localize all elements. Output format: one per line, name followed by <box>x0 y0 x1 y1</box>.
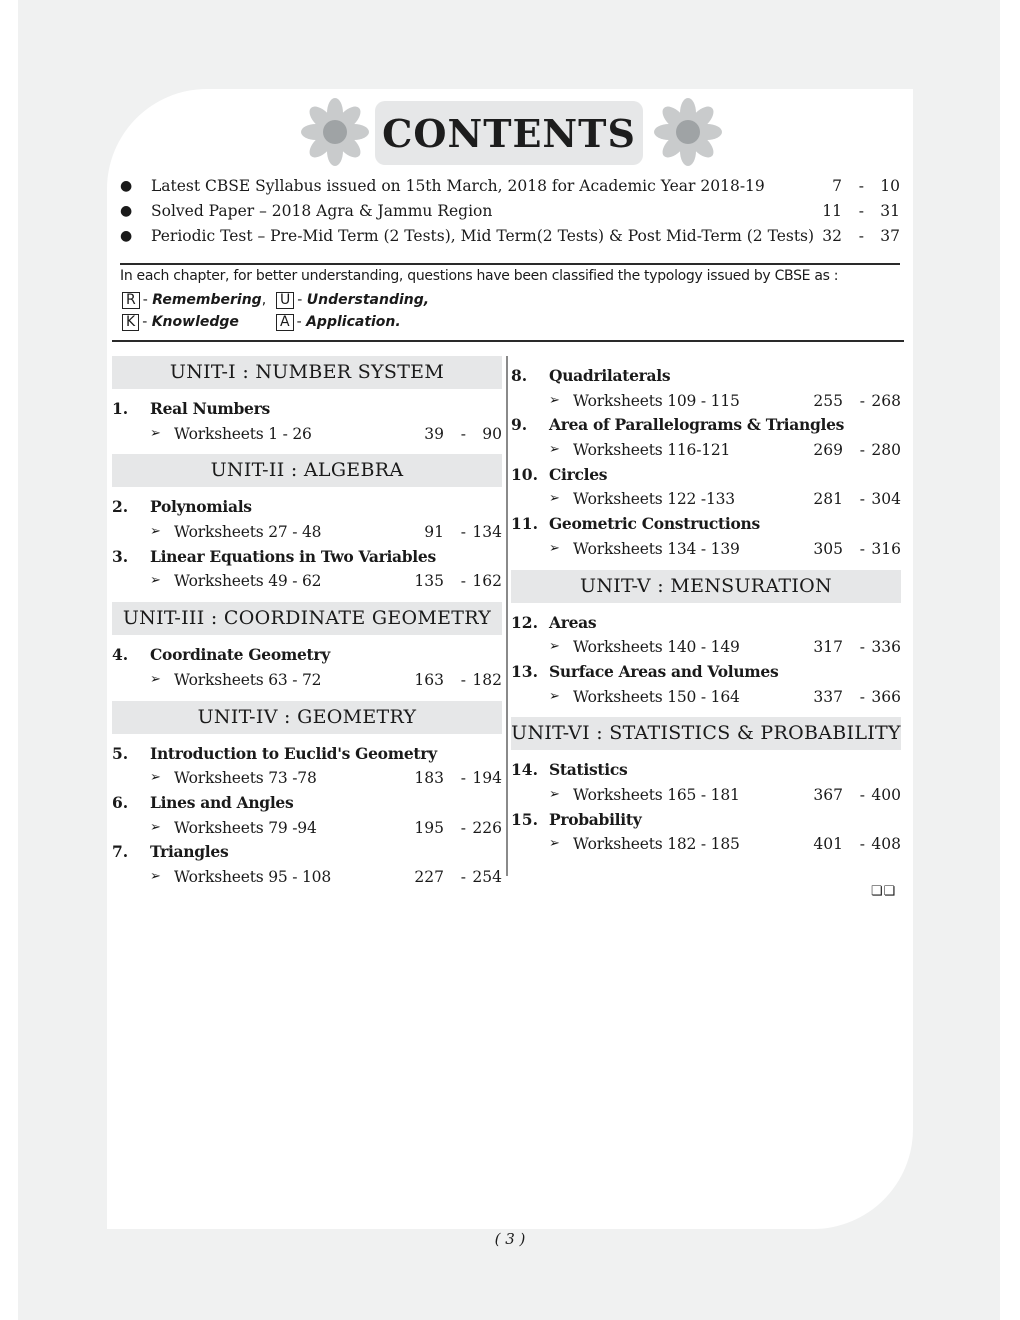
page-to: 226 <box>472 818 502 837</box>
chapter-item <box>112 545 502 570</box>
page-to: 268 <box>871 391 901 410</box>
chapter-item <box>511 364 901 389</box>
worksheet-row <box>511 487 901 512</box>
worksheet-row <box>511 635 901 660</box>
arrow-icon: ➢ <box>549 836 560 852</box>
worksheet-row <box>112 422 502 447</box>
page-number: ( 3 ) <box>494 1230 526 1248</box>
unit-heading: UNIT-VI : STATISTICS & PROBABILITY <box>511 717 901 750</box>
chapter-name: Probability <box>549 809 642 829</box>
page-range <box>806 783 901 808</box>
legend-label: Application. <box>306 314 401 330</box>
worksheet-row <box>112 816 502 841</box>
right-column <box>511 356 901 857</box>
page-range <box>407 520 502 545</box>
arrow-icon: ➢ <box>150 524 161 540</box>
arrow-icon: ➢ <box>549 491 560 507</box>
page-dash: - <box>859 441 865 460</box>
chapter-number: 3. <box>112 546 129 566</box>
worksheet-range: Worksheets 95 - 108 <box>174 867 332 886</box>
chapter-number: 4. <box>112 645 129 665</box>
chapter-item <box>112 397 502 422</box>
page-dash: - <box>858 202 864 220</box>
unit-heading: UNIT-IV : GEOMETRY <box>112 701 502 734</box>
legend-understanding: U - Understanding, <box>276 292 429 309</box>
chapter-name: Geometric Constructions <box>549 514 760 534</box>
legend-key: R <box>122 292 140 309</box>
legend-application: A - Application. <box>276 314 401 331</box>
legend-label: Knowledge <box>151 314 239 330</box>
spacer <box>112 594 502 602</box>
arrow-icon: ➢ <box>549 442 560 458</box>
page-range <box>806 487 901 512</box>
worksheet-row <box>511 438 901 463</box>
flower-ornament-right <box>648 92 728 172</box>
page-to: 10 <box>880 177 900 195</box>
page-dash: - <box>859 687 865 706</box>
worksheet-range: Worksheets 116-121 <box>573 441 731 460</box>
legend-label: Remembering <box>152 292 262 308</box>
unit-heading: UNIT-II : ALGEBRA <box>112 454 502 487</box>
chapter-item <box>511 413 901 438</box>
unit-heading: UNIT-III : COORDINATE GEOMETRY <box>112 602 502 635</box>
arrow-icon: ➢ <box>549 688 560 704</box>
bullet-icon: ● <box>120 178 133 194</box>
worksheet-range: Worksheets 165 - 181 <box>573 785 740 804</box>
page-from: 195 <box>414 818 444 837</box>
page-from: 401 <box>813 835 843 854</box>
page-to: 194 <box>472 769 502 788</box>
chapter-number: 1. <box>112 399 129 418</box>
page-dash: - <box>859 785 865 804</box>
worksheet-range: Worksheets 109 - 115 <box>573 391 740 410</box>
page-to: 182 <box>472 670 502 689</box>
chapter-name: Surface Areas and Volumes <box>549 661 779 681</box>
divider-bottom <box>112 340 904 342</box>
page-from: 317 <box>813 638 843 657</box>
legend-key: A <box>276 314 294 331</box>
chapter-number: 14. <box>511 760 538 780</box>
page-to: 254 <box>472 867 502 886</box>
page-to: 162 <box>472 572 502 591</box>
chapter-number: 10. <box>511 464 538 484</box>
chapter-number: 12. <box>511 612 538 632</box>
arrow-icon: ➢ <box>150 425 161 441</box>
arrow-icon: ➢ <box>150 573 161 589</box>
chapter-name: Polynomials <box>150 497 252 517</box>
page-range <box>407 668 502 693</box>
page-range <box>407 816 502 841</box>
chapter-item <box>511 611 901 636</box>
page-range <box>806 438 901 463</box>
top-list-item <box>120 199 900 224</box>
page-to: 408 <box>871 835 901 854</box>
page-from: 367 <box>813 785 843 804</box>
chapter-name: Circles <box>549 464 608 484</box>
chapter-item <box>511 758 901 783</box>
legend-key: U <box>276 292 294 309</box>
arrow-icon: ➢ <box>549 392 560 408</box>
chapter-name: Triangles <box>150 842 229 862</box>
page-from: 227 <box>414 867 444 886</box>
spacer <box>511 709 901 717</box>
spacer <box>112 487 502 495</box>
spacer <box>112 446 502 454</box>
spacer <box>112 734 502 742</box>
flower-center <box>676 120 700 144</box>
chapter-number: 13. <box>511 661 538 681</box>
page-range <box>407 569 502 594</box>
title-box <box>375 101 643 165</box>
page-range <box>806 537 901 562</box>
spacer <box>511 562 901 570</box>
left-column <box>112 356 502 890</box>
page-range <box>800 199 900 224</box>
chapter-item <box>511 512 901 537</box>
page-to: 280 <box>871 441 901 460</box>
top-item-text: Periodic Test – Pre-Mid Term (2 Tests), Mid Term(2 Tests) & Post Mid-Term (2 Tests) <box>151 227 815 245</box>
page-from: 32 <box>822 227 842 245</box>
worksheet-row <box>511 537 901 562</box>
page-dash: - <box>460 769 466 788</box>
chapter-number: 5. <box>112 743 129 763</box>
page-from: 183 <box>414 769 444 788</box>
page-dash: - <box>859 539 865 558</box>
page-range <box>800 174 900 199</box>
chapter-item <box>511 660 901 685</box>
chapter-number: 6. <box>112 792 129 812</box>
page-range <box>407 422 502 447</box>
page-to: 31 <box>880 202 900 220</box>
page-from: 7 <box>832 177 842 195</box>
page-dash: - <box>858 177 864 195</box>
legend-remembering: R - Remembering, <box>122 292 266 309</box>
flower-ornament-left <box>295 92 375 172</box>
worksheet-range: Worksheets 27 - 48 <box>174 523 322 542</box>
page-from: 11 <box>822 202 842 220</box>
unit-heading: UNIT-V : MENSURATION <box>511 570 901 603</box>
chapter-name: Area of Parallelograms & Triangles <box>549 415 845 435</box>
chapter-name: Linear Equations in Two Variables <box>150 546 436 566</box>
worksheet-range: Worksheets 150 - 164 <box>573 687 740 706</box>
worksheet-row <box>511 389 901 414</box>
chapter-name: Real Numbers <box>150 399 270 418</box>
column-divider <box>506 356 508 876</box>
worksheet-row <box>511 685 901 710</box>
chapter-item <box>112 495 502 520</box>
page-dash: - <box>859 835 865 854</box>
typology-note: In each chapter, for better understanding, questions have been classified the typology issued by CBSE as : <box>120 268 839 284</box>
spacer <box>511 750 901 758</box>
worksheet-row <box>511 783 901 808</box>
chapter-number: 8. <box>511 366 528 385</box>
page-to: 134 <box>472 523 502 542</box>
worksheet-range: Worksheets 140 - 149 <box>573 638 740 657</box>
bullet-icon: ● <box>120 203 133 219</box>
page-range <box>407 766 502 791</box>
spacer <box>112 635 502 643</box>
page-to: 90 <box>482 424 502 443</box>
worksheet-row <box>112 520 502 545</box>
page-from: 135 <box>414 572 444 591</box>
top-list-item <box>120 224 900 249</box>
page-to: 336 <box>871 638 901 657</box>
page-dash: - <box>460 818 466 837</box>
page-to: 37 <box>880 227 900 245</box>
worksheet-range: Worksheets 122 -133 <box>573 490 735 509</box>
worksheet-row <box>112 766 502 791</box>
page-dash: - <box>859 391 865 410</box>
spacer <box>511 603 901 611</box>
divider-top <box>120 263 900 265</box>
page-to: 304 <box>871 490 901 509</box>
page-dash: - <box>460 424 466 443</box>
chapter-number: 11. <box>511 514 538 534</box>
page-dash: - <box>859 490 865 509</box>
arrow-icon: ➢ <box>150 671 161 687</box>
arrow-icon: ➢ <box>549 639 560 655</box>
chapter-number: 15. <box>511 809 538 829</box>
page-from: 305 <box>813 539 843 558</box>
page-from: 255 <box>813 391 843 410</box>
chapter-name: Introduction to Euclid's Geometry <box>150 743 437 763</box>
arrow-icon: ➢ <box>150 770 161 786</box>
page-to: 400 <box>871 785 901 804</box>
page-range <box>806 685 901 710</box>
legend-label: Understanding, <box>306 292 430 308</box>
flower-center <box>323 120 347 144</box>
worksheet-range: Worksheets 49 - 62 <box>174 572 322 591</box>
chapter-name: Statistics <box>549 760 628 780</box>
legend-key: K <box>122 314 139 331</box>
page-title: CONTENTS <box>382 110 636 156</box>
chapter-item <box>511 808 901 833</box>
chapter-name: Areas <box>549 612 597 632</box>
worksheet-range: Worksheets 1 - 26 <box>174 424 312 443</box>
page-from: 269 <box>813 441 843 460</box>
spacer <box>511 356 901 364</box>
top-list <box>120 174 900 249</box>
spacer <box>112 389 502 397</box>
page-dash: - <box>858 227 864 245</box>
page-dash: - <box>460 572 466 591</box>
page-from: 163 <box>414 670 444 689</box>
chapter-name: Lines and Angles <box>150 792 294 812</box>
page-from: 39 <box>424 424 444 443</box>
chapter-number: 9. <box>511 415 528 435</box>
legend-knowledge: K - Knowledge <box>122 314 239 331</box>
page-from: 281 <box>813 490 843 509</box>
worksheet-range: Worksheets 134 - 139 <box>573 539 740 558</box>
arrow-icon: ➢ <box>150 868 161 884</box>
top-item-text: Latest CBSE Syllabus issued on 15th March, 2018 for Academic Year 2018-19 <box>151 177 765 195</box>
page-to: 316 <box>871 539 901 558</box>
page-dash: - <box>460 867 466 886</box>
chapter-item <box>112 791 502 816</box>
worksheet-row <box>112 668 502 693</box>
chapter-item <box>112 742 502 767</box>
chapter-number: 7. <box>112 842 129 862</box>
chapter-item <box>112 840 502 865</box>
chapter-name: Coordinate Geometry <box>150 645 330 665</box>
page-dash: - <box>859 638 865 657</box>
chapter-item <box>112 643 502 668</box>
worksheet-range: Worksheets 79 -94 <box>174 818 317 837</box>
end-mark: ❏❏ <box>871 884 897 899</box>
page-to: 366 <box>871 687 901 706</box>
worksheet-range: Worksheets 63 - 72 <box>174 670 322 689</box>
page-range <box>407 865 502 890</box>
page-range <box>806 832 901 857</box>
page-from: 337 <box>813 687 843 706</box>
worksheet-row <box>112 865 502 890</box>
arrow-icon: ➢ <box>549 540 560 556</box>
worksheet-row <box>511 832 901 857</box>
page-range <box>806 635 901 660</box>
arrow-icon: ➢ <box>150 819 161 835</box>
arrow-icon: ➢ <box>549 786 560 802</box>
bullet-icon: ● <box>120 228 133 244</box>
worksheet-range: Worksheets 73 -78 <box>174 769 317 788</box>
chapter-number: 2. <box>112 497 129 517</box>
page-from: 91 <box>424 523 444 542</box>
worksheet-range: Worksheets 182 - 185 <box>573 835 740 854</box>
page-range <box>806 389 901 414</box>
chapter-item <box>511 463 901 488</box>
unit-heading: UNIT-I : NUMBER SYSTEM <box>112 356 502 389</box>
page-dash: - <box>460 523 466 542</box>
top-list-item <box>120 174 900 199</box>
page-dash: - <box>460 670 466 689</box>
page-range <box>800 224 900 249</box>
chapter-name: Quadrilaterals <box>549 366 671 385</box>
worksheet-row <box>112 569 502 594</box>
spacer <box>112 693 502 701</box>
top-item-text: Solved Paper – 2018 Agra & Jammu Region <box>151 202 493 220</box>
